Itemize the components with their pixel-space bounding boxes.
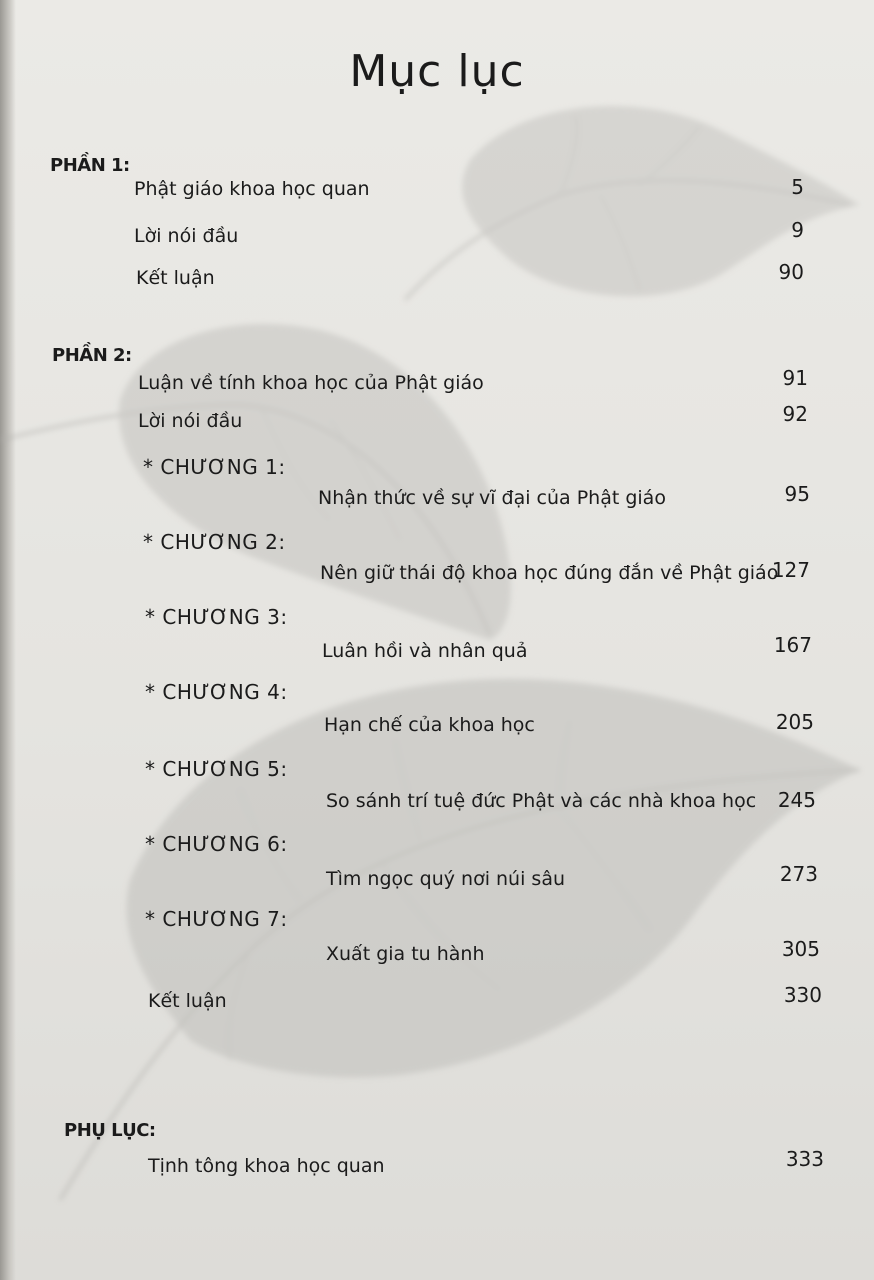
toc-entry-page: 9	[791, 218, 804, 242]
chapter-5-label: * CHƯƠNG 5:	[145, 757, 288, 781]
chapter-page: 273	[779, 862, 818, 886]
toc-entry-title: Lời nói đầu	[134, 225, 239, 247]
toc-entry-title: Lời nói đầu	[138, 410, 243, 432]
toc-entry-page: 92	[782, 402, 808, 426]
chapter-7-label: * CHƯƠNG 7:	[145, 907, 288, 931]
toc-entry-title: Tịnh tông khoa học quan	[148, 1155, 385, 1177]
chapter-2-label: * CHƯƠNG 2:	[143, 530, 286, 554]
part-2-label: PHẦN 2:	[52, 345, 132, 366]
appendix-label: PHỤ LỤC:	[64, 1120, 156, 1141]
chapter-page: 95	[784, 482, 810, 506]
chapter-title: Tìm ngọc quý nơi núi sâu	[326, 868, 566, 890]
chapter-6-label: * CHƯƠNG 6:	[145, 832, 288, 856]
chapter-title: Xuất gia tu hành	[326, 943, 485, 965]
toc-entry-page: 5	[791, 175, 804, 199]
chapter-page: 245	[777, 788, 816, 812]
toc-entry-title: Luận về tính khoa học của Phật giáo	[138, 372, 484, 394]
chapter-title: So sánh trí tuệ đức Phật và các nhà khoa học	[326, 790, 757, 812]
page-title: Mục lục	[349, 46, 525, 97]
toc-entry-page: 333	[785, 1147, 824, 1171]
toc-entry-title: Kết luận	[136, 267, 215, 289]
chapter-page: 305	[781, 937, 820, 961]
toc-entry-page: 91	[782, 366, 808, 390]
chapter-1-label: * CHƯƠNG 1:	[143, 455, 286, 479]
part-1-label: PHẦN 1:	[50, 155, 130, 176]
chapter-title: Hạn chế của khoa học	[324, 714, 535, 736]
chapter-4-label: * CHƯƠNG 4:	[145, 680, 288, 704]
chapter-page: 167	[773, 633, 812, 657]
chapter-3-label: * CHƯƠNG 3:	[145, 605, 288, 629]
toc-entry-page: 330	[783, 983, 822, 1007]
toc-entry-page: 90	[778, 260, 804, 284]
chapter-page: 127	[771, 558, 810, 582]
chapter-title: Nên giữ thái độ khoa học đúng đắn về Phật giáo	[320, 562, 779, 584]
chapter-page: 205	[775, 710, 814, 734]
toc-entry-title: Kết luận	[148, 990, 227, 1012]
toc-entry-title: Phật giáo khoa học quan	[134, 178, 370, 200]
chapter-title: Luân hồi và nhân quả	[322, 640, 528, 662]
chapter-title: Nhận thức về sự vĩ đại của Phật giáo	[318, 487, 666, 509]
